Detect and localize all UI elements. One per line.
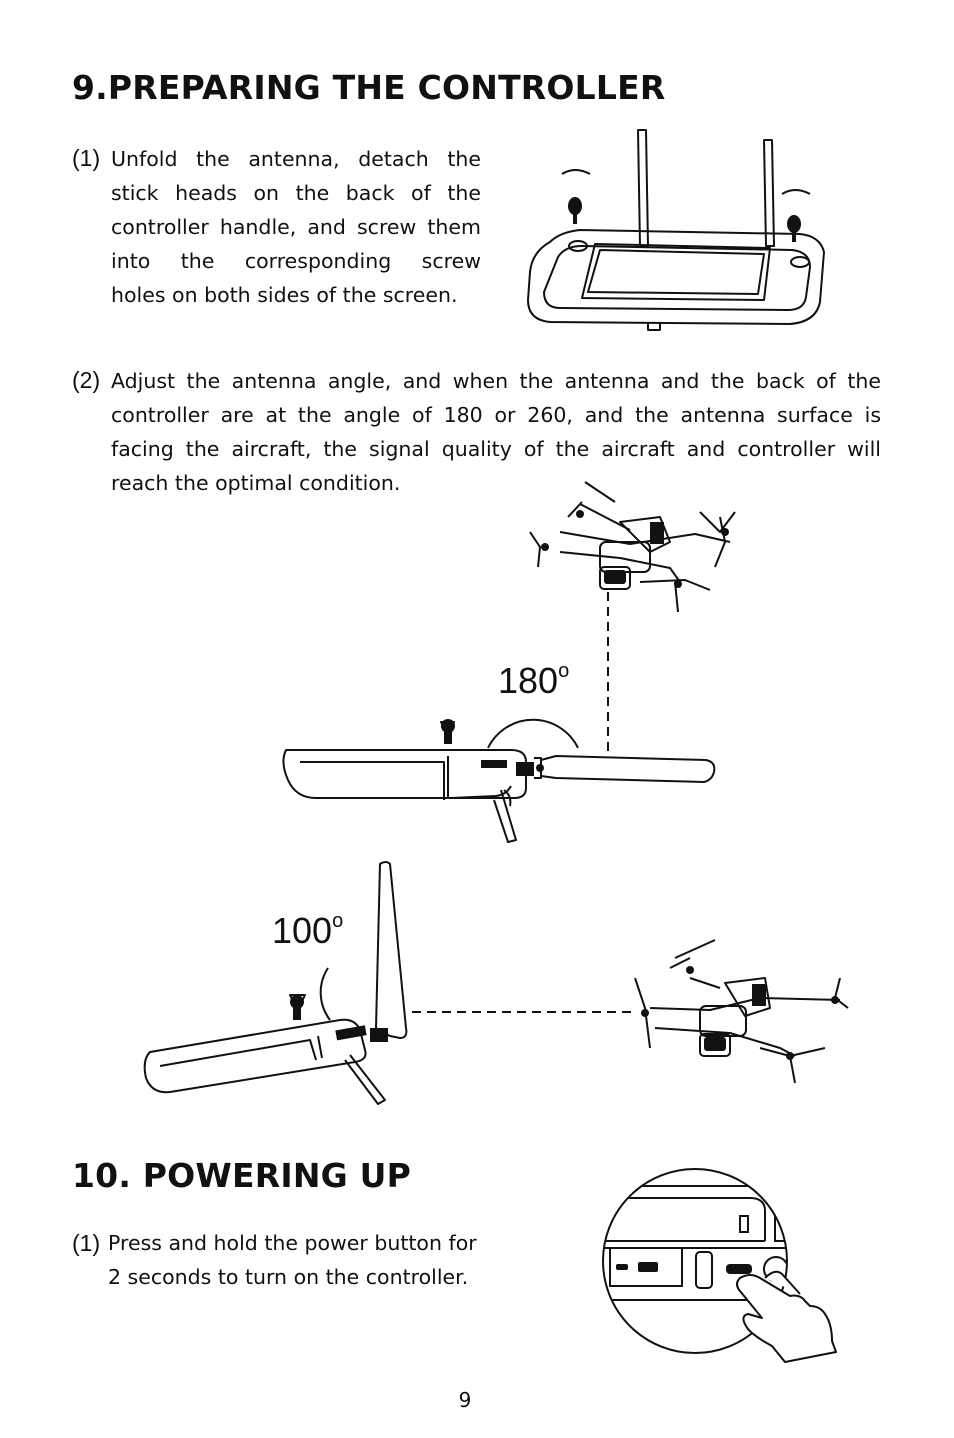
step-1-line: into the corresponding screw <box>111 249 481 273</box>
angle-180-value: 180 <box>498 660 559 701</box>
degree-mark: o <box>332 910 344 932</box>
degree-mark: o <box>558 660 570 682</box>
signal-line-horizontal <box>412 1002 642 1022</box>
step-2-line: reach the optimal condition. <box>111 471 401 495</box>
power-step-line: 2 seconds to turn on the controller. <box>108 1265 469 1289</box>
drone-illustration-top <box>520 472 750 632</box>
section-9-title: 9.PREPARING THE CONTROLLER <box>72 68 666 107</box>
section-10-title: 10. POWERING UP <box>72 1156 411 1195</box>
step-2-text <box>111 364 881 500</box>
power-step-number: (1) <box>72 1230 101 1256</box>
controller-side-100-illustration <box>140 860 420 1110</box>
step-2-line: facing the aircraft, the signal quality of the aircraft and controller will <box>111 437 881 461</box>
controller-front-illustration <box>520 122 835 332</box>
power-step-line: Press and hold the power button for <box>108 1231 477 1255</box>
drone-illustration-right <box>630 938 860 1088</box>
power-step-text <box>108 1226 528 1294</box>
power-button-illustration <box>600 1166 845 1361</box>
step-1-line: controller handle, and screw them <box>111 215 481 239</box>
angle-180-label <box>498 660 569 702</box>
controller-side-180-illustration <box>276 700 721 850</box>
step-2-number: (2) <box>72 367 101 393</box>
step-2-line: Adjust the antenna angle, and when the antenna and the back of the <box>111 369 881 393</box>
step-1-number: (1) <box>72 145 101 171</box>
step-1-text <box>111 142 481 312</box>
angle-100-value: 100 <box>272 910 333 951</box>
step-1-line: holes on both sides of the screen. <box>111 283 458 307</box>
step-2-line: controller are at the angle of 180 or 260, and the antenna surface is <box>111 403 881 427</box>
step-1-line: Unfold the antenna, detach the <box>111 147 481 171</box>
page-number: 9 <box>458 1388 472 1412</box>
step-1-line: stick heads on the back of the <box>111 181 481 205</box>
